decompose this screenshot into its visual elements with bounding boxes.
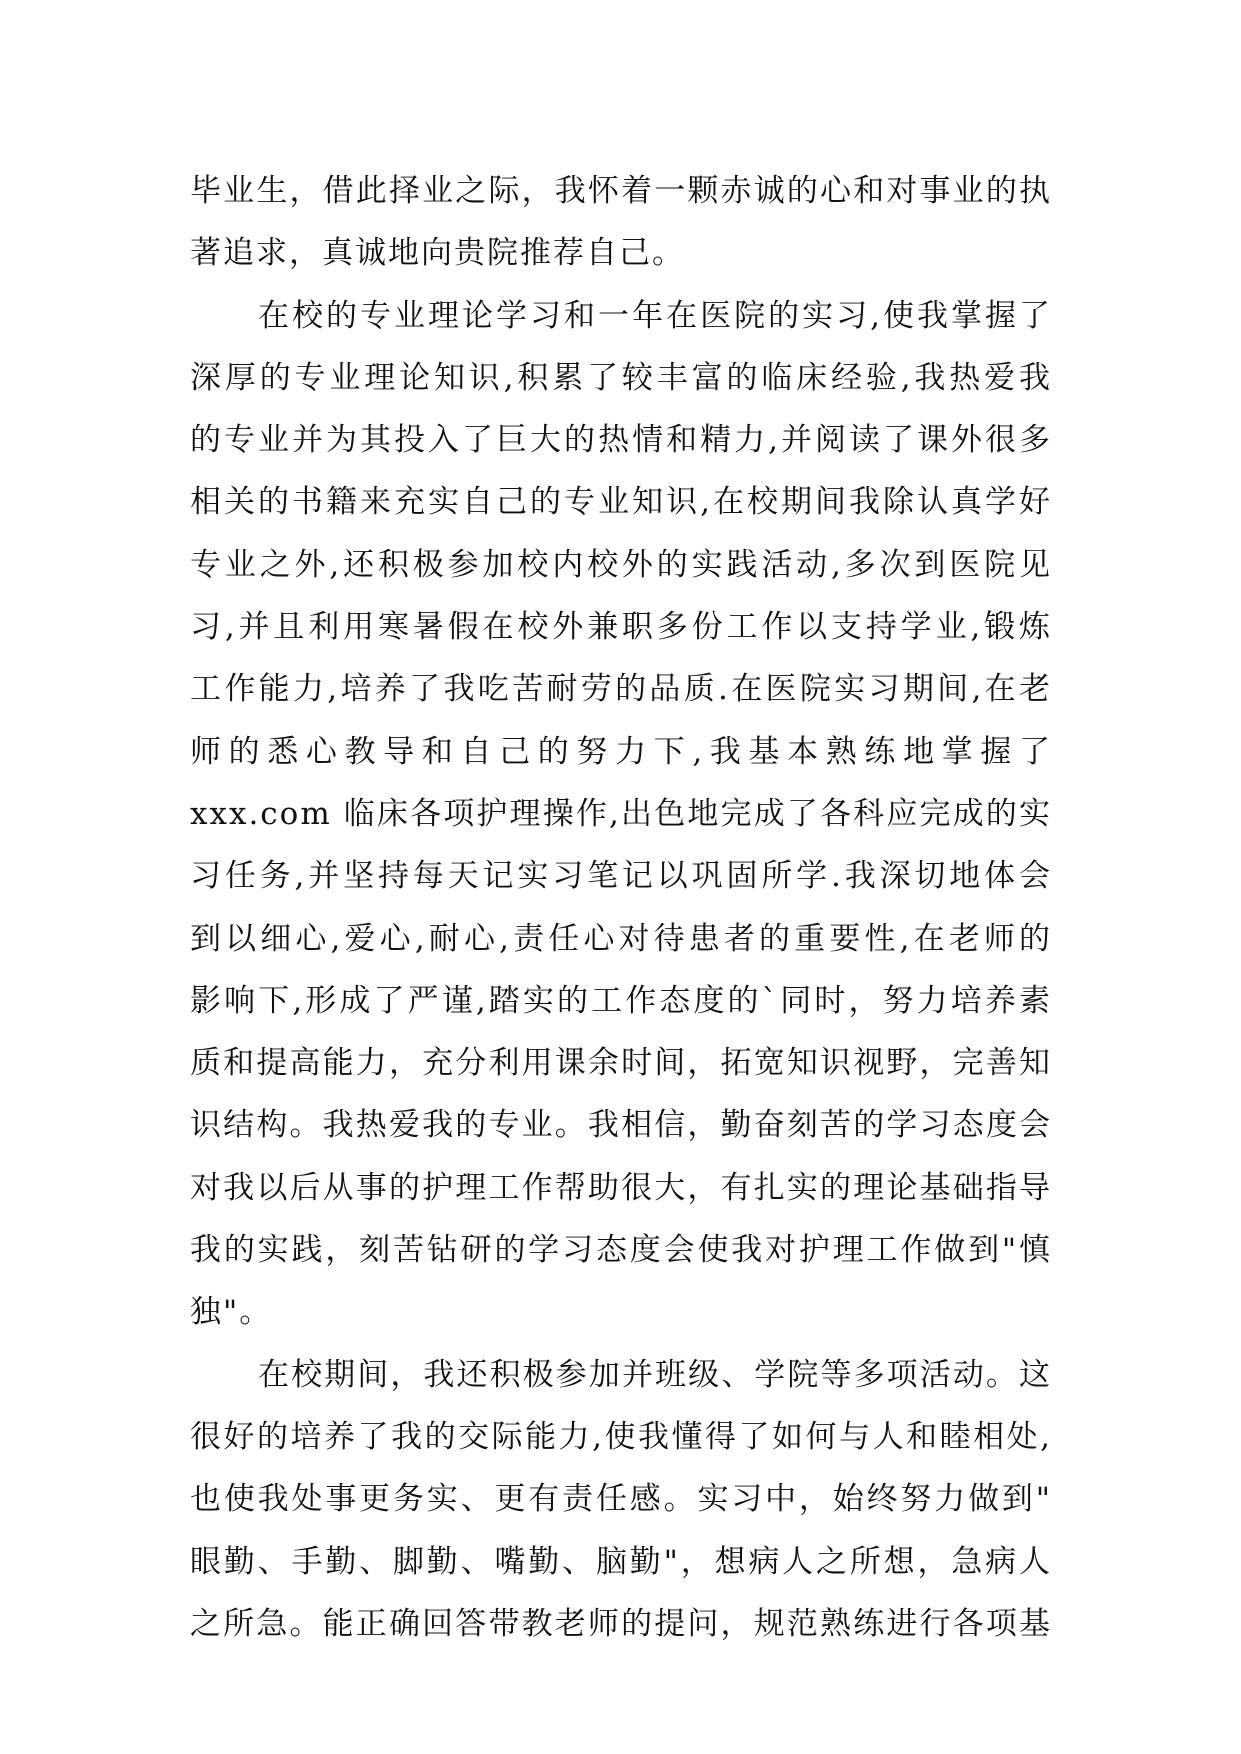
text-line: 质和提高能力，充分利用课余时间，拓宽知识视野，完善知	[190, 1045, 1052, 1082]
text-line: 之所急。能正确回答带教老师的提问，规范熟练进行各项基	[190, 1605, 1052, 1642]
document-body	[190, 160, 1052, 1655]
text-line: 影响下,形成了严谨,踏实的工作态度的`同时，努力培养素	[190, 982, 1052, 1019]
text-line: 我的实践，刻苦钻研的学习态度会使我对护理工作做到"慎	[190, 1232, 1052, 1269]
text-line: 工作能力,培养了我吃苦耐劳的品质.在医院实习期间,在老	[190, 671, 1052, 708]
text-line: 到以细心,爱心,耐心,责任心对待患者的重要性,在老师的	[190, 920, 1052, 957]
text-line: 眼勤、手勤、脚勤、嘴勤、脑勤"，想病人之所想，急病人	[190, 1543, 1052, 1580]
text-line: 对我以后从事的护理工作帮助很大，有扎实的理论基础指导	[190, 1169, 1052, 1206]
text-line: 在校期间，我还积极参加并班级、学院等多项活动。这	[258, 1356, 1052, 1393]
text-line: 独"。	[190, 1294, 273, 1331]
text-line: 师的悉心教导和自己的努力下,我基本熟练地掌握了	[190, 733, 1052, 770]
text-line: 识结构。我热爱我的专业。我相信，勤奋刻苦的学习态度会	[190, 1107, 1052, 1144]
text-line: 相关的书籍来充实自己的专业知识,在校期间我除认真学好	[190, 484, 1052, 521]
text-line: 深厚的专业理论知识,积累了较丰富的临床经验,我热爱我	[190, 359, 1052, 396]
text-line: 习任务,并坚持每天记实习笔记以巩固所学.我深切地体会	[190, 858, 1052, 895]
text-line: 毕业生，借此择业之际，我怀着一颗赤诚的心和对事业的执	[190, 173, 1052, 209]
text-line: xxx.com 临床各项护理操作,出色地完成了各科应完成的实	[190, 795, 1052, 832]
text-line: 专业之外,还积极参加校内校外的实践活动,多次到医院见	[190, 546, 1052, 583]
text-line: 在校的专业理论学习和一年在医院的实习,使我掌握了	[258, 297, 1052, 334]
text-line: 很好的培养了我的交际能力,使我懂得了如何与人和睦相处,	[190, 1418, 1052, 1455]
text-line: 也使我处事更务实、更有责任感。实习中，始终努力做到"	[190, 1481, 1052, 1518]
text-line: 著追求，真诚地向贵院推荐自己。	[190, 235, 685, 272]
text-line: 习,并且利用寒暑假在校外兼职多份工作以支持学业,锻炼	[190, 609, 1052, 646]
text-line: 的专业并为其投入了巨大的热情和精力,并阅读了课外很多	[190, 422, 1052, 459]
